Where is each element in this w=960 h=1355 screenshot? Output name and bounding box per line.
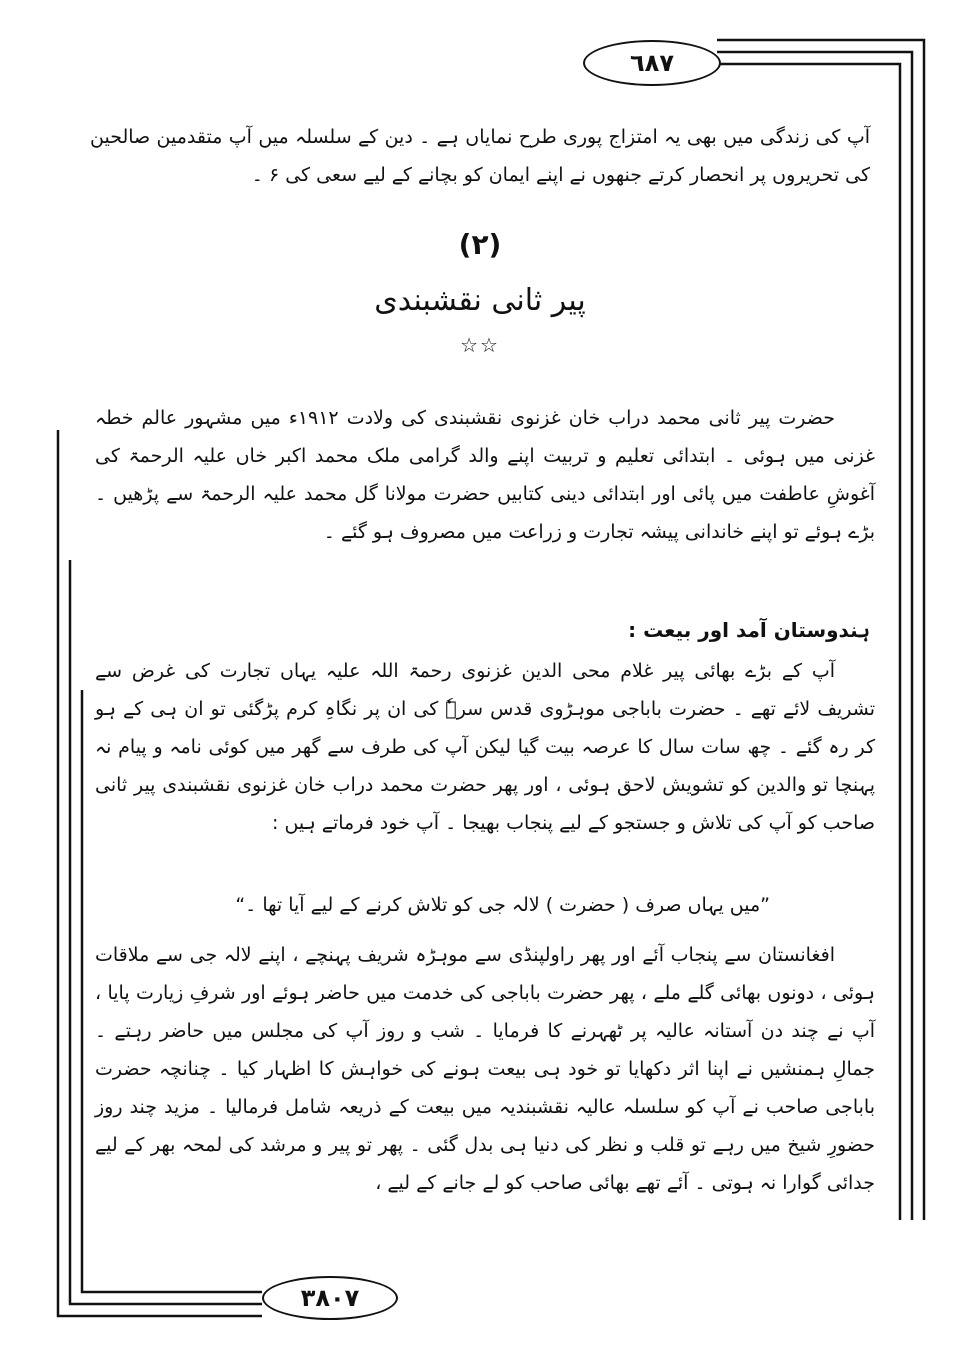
subheading: ہندوستان آمد اور بیعت :: [628, 618, 870, 642]
page-number-top: ٦٨٧: [583, 40, 721, 86]
paragraph-birth: حضرت پیر ثانی محمد دراب خان غزنوی نقشبندی کی ولادت ۱۹۱۲ء میں مشہور عالم خطہ غزنی میں ہوئی ۔ ابتدائی تعلیم و تربیت اپنے والد گرامی ملک محمد اکبر خاں علیہ الرحمۃ کی آغوشِ عاطفت میں پائی اور ابتدائی دینی کتابیں حضرت مولانا گل محمد علیہ الرحمۃ سے پڑھیں ۔ بڑے ہوئے تو اپنے خاندانی پیشہ تجارت و زراعت میں مصروف ہو گئے ۔: [95, 407, 875, 543]
paragraph-brother: آپ کے بڑے بھائی پیر غلام محی الدین غزنوی رحمۃ اللہ علیہ یہاں تجارت کی غرض سے تشریف لائے تھے ۔ حضرت باباجی موہڑوی قدس سرہٗ کی ان پر نگاہِ کرم پڑگئی تو ان ہی کے ہو کر رہ گئے ۔ چھ سات سال کا عرصہ بیت گیا لیکن آپ کی طرف سے گھر میں کوئی نامہ و پیام نہ پہنچا تو والدین کو تشویش لاحق ہوئی ، اور پھر حضرت محمد دراب خان غزنوی نقشبندی پیر ثانی صاحب کو آپ کی تلاش و جستجو کے لیے پنجاب بھیجا ۔ آپ خود فرماتے ہیں :: [95, 660, 875, 834]
section-title: پیر ثانی نقشبندی: [374, 283, 586, 318]
intro-paragraph: آپ کی زندگی میں بھی یہ امتزاج پوری طرح نمایاں ہے ۔ دین کے سلسلہ میں آپ متقدمین صالحین کی تحریروں پر انحصار کرتے جنھوں نے اپنے ایمان کو بچانے کے لیے سعی کی ۶ ۔: [90, 126, 870, 186]
stars-ornament: ☆☆: [460, 333, 500, 357]
section-number: (۲): [458, 228, 502, 261]
paragraph-journey: افغانستان سے پنجاب آئے اور پھر راولپنڈی سے موہڑہ شریف پہنچے ، اپنے لالہ جی سے ملاقات ہوئی ، دونوں بھائی گلے ملے ، پھر حضرت باباجی کی خدمت میں حاضر ہوئے اور شرفِ زیارت پایا ، آپ نے چند دن آستانہ عالیہ پر ٹھہرنے کا فرمایا ۔ شب و روز آپ کی مجلس میں حاضر رہتے ۔ جمالِ ہمنشیں نے اپنا اثر دکھایا تو خود ہی بیعت ہونے کی خواہش کا اظہار کیا ۔ چنانچہ حضرت باباجی صاحب نے آپ کو سلسلہ عالیہ نقشبندیہ میں بیعت کے ذریعہ شامل فرمالیا ۔ مزید چند روز حضورِ شیخ میں رہے تو قلب و نظر کی دنیا ہی بدل گئی ۔ پھر تو پیر و مرشد کی لمحہ بھر کے لیے جدائی گوارا نہ ہوتی ۔ آئے تھے بھائی صاحب کو لے جانے کے لیے ،: [95, 944, 875, 1194]
page-number-bottom: ٣٨٠٧: [262, 1276, 398, 1320]
quote: ”میں یہاں صرف ( حضرت ) لالہ جی کو تلاش کرنے کے لیے آیا تھا ۔“: [235, 894, 770, 916]
